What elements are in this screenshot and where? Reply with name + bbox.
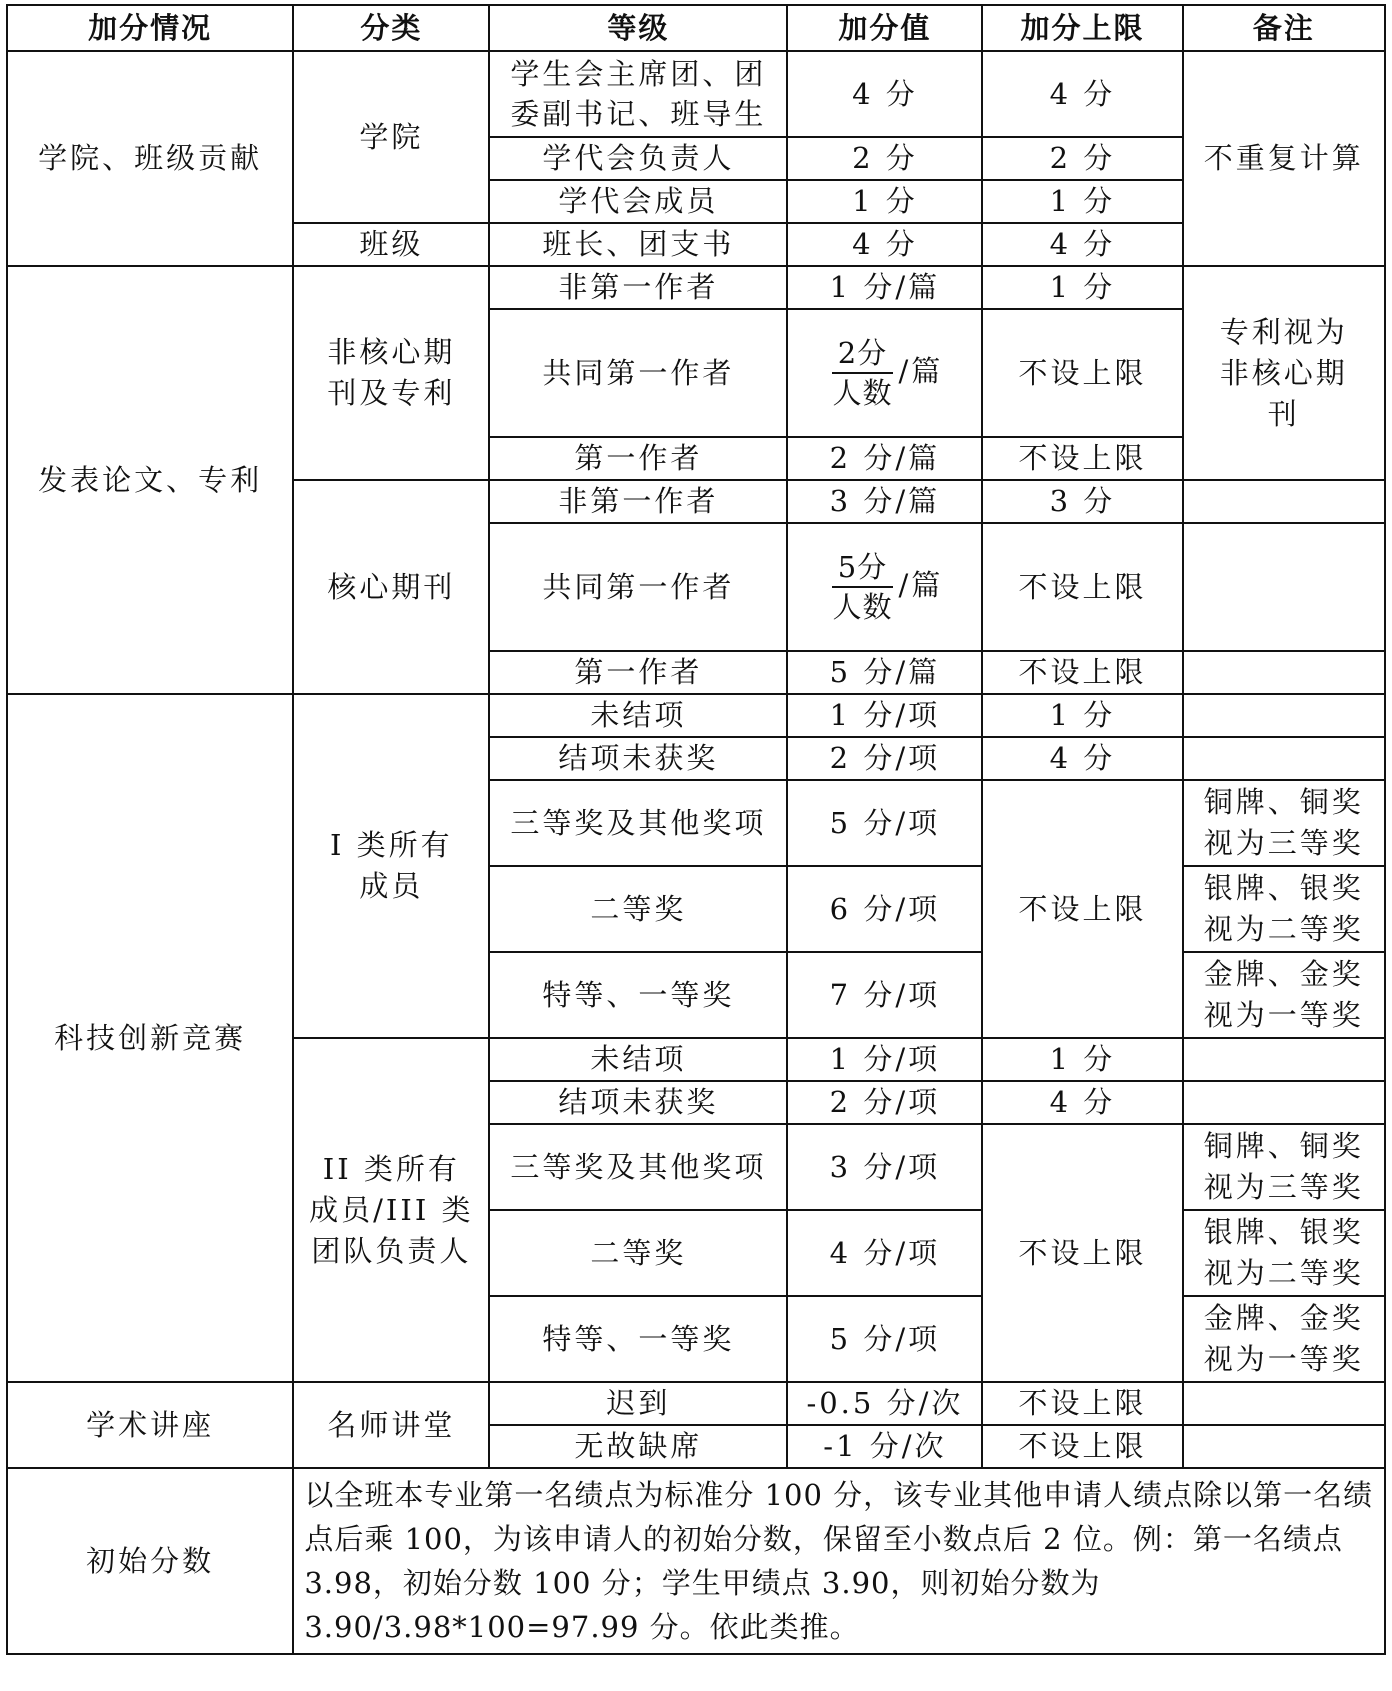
cap-cell: 1 分 bbox=[982, 180, 1182, 223]
value-cell: 5 分/项 bbox=[787, 1296, 982, 1382]
level-cell: 第一作者 bbox=[489, 437, 787, 480]
table-row bbox=[7, 51, 1385, 137]
cap-cell: 不设上限 bbox=[982, 437, 1182, 480]
cap-cell: 1 分 bbox=[982, 266, 1182, 309]
section-title: 发表论文、专利 bbox=[7, 266, 293, 694]
note-cell bbox=[1183, 737, 1385, 780]
header-note: 备注 bbox=[1183, 5, 1385, 51]
table-row bbox=[7, 266, 1385, 309]
header-type: 分类 bbox=[293, 5, 489, 51]
level-cell: 共同第一作者 bbox=[489, 309, 787, 437]
header-level: 等级 bbox=[489, 5, 787, 51]
note-cell: 专利视为非核心期刊 bbox=[1183, 266, 1385, 480]
cap-cell: 4 分 bbox=[982, 51, 1182, 137]
level-cell: 三等奖及其他奖项 bbox=[489, 780, 787, 866]
value-cell bbox=[787, 309, 982, 437]
value-cell: 1 分/项 bbox=[787, 694, 982, 737]
fraction-denominator: 人数 bbox=[832, 376, 893, 410]
value-cell: 4 分 bbox=[787, 51, 982, 137]
cap-cell: 不设上限 bbox=[982, 1382, 1182, 1425]
unit-suffix: /篇 bbox=[898, 354, 944, 388]
cap-cell: 不设上限 bbox=[982, 523, 1182, 651]
cap-cell: 1 分 bbox=[982, 694, 1182, 737]
level-cell: 未结项 bbox=[489, 1038, 787, 1081]
value-cell: 5 分/篇 bbox=[787, 651, 982, 694]
level-cell: 无故缺席 bbox=[489, 1425, 787, 1468]
value-cell: -1 分/次 bbox=[787, 1425, 982, 1468]
level-cell: 三等奖及其他奖项 bbox=[489, 1124, 787, 1210]
cap-cell: 2 分 bbox=[982, 137, 1182, 180]
note-cell: 银牌、银奖视为二等奖 bbox=[1183, 1210, 1385, 1296]
fraction-numerator: 2分 bbox=[832, 334, 893, 374]
note-cell: 不重复计算 bbox=[1183, 51, 1385, 266]
level-cell: 班长、团支书 bbox=[489, 223, 787, 266]
value-cell: 5 分/项 bbox=[787, 780, 982, 866]
section-title: 科技创新竞赛 bbox=[7, 694, 293, 1382]
value-cell: -0.5 分/次 bbox=[787, 1382, 982, 1425]
category-cell: 核心期刊 bbox=[293, 480, 489, 694]
header-row bbox=[7, 5, 1385, 51]
note-cell bbox=[1183, 651, 1385, 694]
category-cell: 名师讲堂 bbox=[293, 1382, 489, 1468]
table-row bbox=[7, 694, 1385, 737]
unit-suffix: /篇 bbox=[898, 568, 944, 602]
category-cell: 非核心期刊及专利 bbox=[293, 266, 489, 480]
value-cell: 2 分/项 bbox=[787, 1081, 982, 1124]
value-cell: 2 分/项 bbox=[787, 737, 982, 780]
cap-cell: 4 分 bbox=[982, 737, 1182, 780]
value-cell: 2 分/篇 bbox=[787, 437, 982, 480]
level-cell: 学生会主席团、团委副书记、班导生 bbox=[489, 51, 787, 137]
note-cell: 铜牌、铜奖视为三等奖 bbox=[1183, 780, 1385, 866]
fraction-denominator: 人数 bbox=[832, 590, 893, 624]
level-cell: 二等奖 bbox=[489, 1210, 787, 1296]
header-category: 加分情况 bbox=[7, 5, 293, 51]
cap-cell: 1 分 bbox=[982, 1038, 1182, 1081]
level-cell: 学代会负责人 bbox=[489, 137, 787, 180]
cap-cell: 不设上限 bbox=[982, 651, 1182, 694]
initial-score-rule-text: 以全班本专业第一名绩点为标准分 100 分，该专业其他申请人绩点除以第一名绩点后乘 100，为该申请人的初始分数，保留至小数点后 2 位。例：第一名绩点 3.98，初始分数 100 分；学生甲绩点 3.90，则初始分数为 3.90/3.98*100=97.99 分。依此类推。 bbox=[293, 1468, 1385, 1654]
level-cell: 迟到 bbox=[489, 1382, 787, 1425]
note-cell: 金牌、金奖视为一等奖 bbox=[1183, 1296, 1385, 1382]
value-cell: 3 分/项 bbox=[787, 1124, 982, 1210]
cap-cell: 不设上限 bbox=[982, 1425, 1182, 1468]
note-cell bbox=[1183, 1382, 1385, 1425]
level-cell: 特等、一等奖 bbox=[489, 952, 787, 1038]
category-cell: II 类所有成员/III 类团队负责人 bbox=[293, 1038, 489, 1382]
level-cell: 非第一作者 bbox=[489, 266, 787, 309]
value-cell: 1 分 bbox=[787, 180, 982, 223]
level-cell: 二等奖 bbox=[489, 866, 787, 952]
fraction bbox=[827, 334, 899, 412]
note-cell: 铜牌、铜奖视为三等奖 bbox=[1183, 1124, 1385, 1210]
cap-cell: 不设上限 bbox=[982, 780, 1182, 1038]
note-cell bbox=[1183, 480, 1385, 523]
cap-cell: 不设上限 bbox=[982, 1124, 1182, 1382]
value-cell: 6 分/项 bbox=[787, 866, 982, 952]
value-cell: 1 分/项 bbox=[787, 1038, 982, 1081]
value-cell bbox=[787, 523, 982, 651]
section-title: 学院、班级贡献 bbox=[7, 51, 293, 266]
note-cell: 银牌、银奖视为二等奖 bbox=[1183, 866, 1385, 952]
value-cell: 4 分/项 bbox=[787, 1210, 982, 1296]
section-title: 初始分数 bbox=[7, 1468, 293, 1654]
cap-cell: 不设上限 bbox=[982, 309, 1182, 437]
level-cell: 结项未获奖 bbox=[489, 737, 787, 780]
cap-cell: 4 分 bbox=[982, 223, 1182, 266]
note-cell: 金牌、金奖视为一等奖 bbox=[1183, 952, 1385, 1038]
cap-cell: 3 分 bbox=[982, 480, 1182, 523]
note-cell bbox=[1183, 694, 1385, 737]
fraction bbox=[827, 548, 899, 626]
note-cell bbox=[1183, 1425, 1385, 1468]
section-title: 学术讲座 bbox=[7, 1382, 293, 1468]
table-row bbox=[7, 1382, 1385, 1425]
value-cell: 1 分/篇 bbox=[787, 266, 982, 309]
note-cell bbox=[1183, 523, 1385, 651]
level-cell: 结项未获奖 bbox=[489, 1081, 787, 1124]
level-cell: 非第一作者 bbox=[489, 480, 787, 523]
value-cell: 7 分/项 bbox=[787, 952, 982, 1038]
header-cap: 加分上限 bbox=[982, 5, 1182, 51]
value-cell: 4 分 bbox=[787, 223, 982, 266]
level-cell: 未结项 bbox=[489, 694, 787, 737]
category-cell: 班级 bbox=[293, 223, 489, 266]
category-cell: 学院 bbox=[293, 51, 489, 223]
note-cell bbox=[1183, 1038, 1385, 1081]
level-cell: 特等、一等奖 bbox=[489, 1296, 787, 1382]
cap-cell: 4 分 bbox=[982, 1081, 1182, 1124]
note-cell bbox=[1183, 1081, 1385, 1124]
value-cell: 3 分/篇 bbox=[787, 480, 982, 523]
level-cell: 共同第一作者 bbox=[489, 523, 787, 651]
value-cell: 2 分 bbox=[787, 137, 982, 180]
bonus-points-table bbox=[6, 4, 1386, 1655]
header-value: 加分值 bbox=[787, 5, 982, 51]
level-cell: 第一作者 bbox=[489, 651, 787, 694]
category-cell: I 类所有成员 bbox=[293, 694, 489, 1038]
fraction-numerator: 5分 bbox=[832, 548, 893, 588]
level-cell: 学代会成员 bbox=[489, 180, 787, 223]
table-row bbox=[7, 1468, 1385, 1654]
